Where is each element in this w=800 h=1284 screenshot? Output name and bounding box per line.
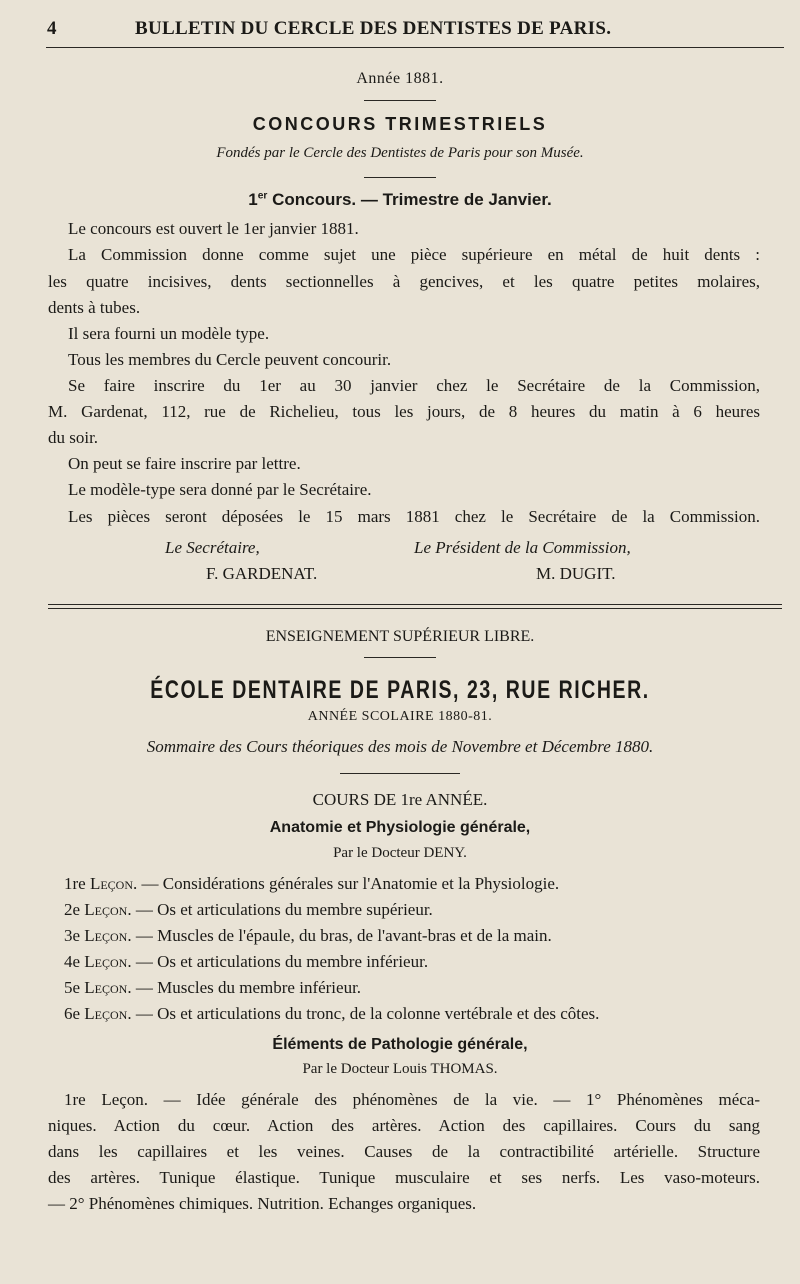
lecon-1: 1re Leçon. — Considérations générales sur l'Anatomie et la Physiologie. bbox=[64, 874, 560, 893]
concours-line: On peut se faire inscrire par lettre. bbox=[68, 454, 301, 473]
anatomie-title: Anatomie et Physiologie générale, bbox=[269, 819, 531, 836]
patho-line: niques. Action du cœur. Action des artères. Action des capillaires. Cours du sang bbox=[48, 1116, 760, 1135]
concours-year: Année 1881. bbox=[356, 70, 444, 87]
cours-title: COURS DE 1re ANNÉE. bbox=[312, 790, 488, 809]
lecon-4: 4e Leçon. — Os et articulations du membre inférieur. bbox=[64, 952, 429, 971]
ecole-annee: ANNÉE SCOLAIRE 1880-81. bbox=[307, 709, 493, 724]
concours-line: Se faire inscrire du 1er au 30 janvier chez le Secrétaire de la Commission, bbox=[68, 376, 760, 395]
signature-right-title: Le Président de la Commission, bbox=[414, 538, 631, 557]
running-title: BULLETIN DU CERCLE DES DENTISTES DE PARIS. bbox=[135, 18, 612, 39]
concours-line: M. Gardenat, 112, rue de Richelieu, tous les jours, de 8 heures du matin à 6 heures bbox=[48, 402, 760, 421]
concours-title: CONCOURS TRIMESTRIELS bbox=[252, 114, 548, 134]
concours-subtitle: Fondés par le Cercle des Dentistes de Paris pour son Musée. bbox=[216, 145, 584, 161]
page-number: 4 bbox=[47, 18, 57, 39]
anatomie-author: Par le Docteur DENY. bbox=[333, 845, 467, 861]
patho-line: 1re Leçon. — Idée générale des phénomènes de la vie. — 1° Phénomènes méca- bbox=[64, 1090, 760, 1109]
signature-left-title: Le Secrétaire, bbox=[165, 538, 260, 557]
short-rule bbox=[364, 100, 436, 101]
patho-title: Éléments de Pathologie générale, bbox=[272, 1036, 528, 1053]
signature-left-name: F. GARDENAT. bbox=[206, 564, 318, 583]
lecon-3: 3e Leçon. — Muscles de l'épaule, du bras, de l'avant-bras et de la main. bbox=[64, 926, 552, 945]
lecon-5: 5e Leçon. — Muscles du membre inférieur. bbox=[64, 978, 362, 997]
lecon-2: 2e Leçon. — Os et articulations du membre supérieur. bbox=[64, 900, 433, 919]
signature-right-name: M. DUGIT. bbox=[536, 564, 616, 583]
ecole-section: ENSEIGNEMENT SUPÉRIEUR LIBRE. bbox=[265, 628, 535, 645]
concours-line: Il sera fourni un modèle type. bbox=[68, 324, 270, 343]
lecon-6: 6e Leçon. — Os et articulations du tronc, de la colonne vertébrale et des côtes. bbox=[64, 1004, 600, 1023]
patho-line: — 2° Phénomènes chimiques. Nutrition. Echanges organiques. bbox=[48, 1194, 477, 1213]
short-rule bbox=[364, 657, 436, 658]
ecole-title: ÉCOLE DENTAIRE DE PARIS, 23, RUE RICHER. bbox=[150, 676, 650, 704]
concours-line: les quatre incisives, dents sectionnelles à gencives, et les quatre petites molaires, bbox=[48, 272, 760, 291]
patho-author: Par le Docteur Louis THOMAS. bbox=[302, 1061, 498, 1077]
double-rule bbox=[48, 604, 782, 609]
concours-line: Tous les membres du Cercle peuvent concourir. bbox=[68, 350, 392, 369]
concours-line: Le concours est ouvert le 1er janvier 1881. bbox=[68, 219, 359, 238]
concours-line: Le modèle-type sera donné par le Secrétaire. bbox=[68, 480, 372, 499]
short-rule bbox=[364, 177, 436, 178]
concours-line: dents à tubes. bbox=[48, 298, 141, 317]
concours-line: Les pièces seront déposées le 15 mars 1881 chez le Secrétaire de la Commission. bbox=[68, 507, 760, 526]
concours-line: du soir. bbox=[48, 428, 99, 447]
patho-line: dans les capillaires et les veines. Causes de la contractibilité artérielle. Structure bbox=[48, 1142, 760, 1161]
header-rule bbox=[46, 47, 784, 48]
concours-line: La Commission donne comme sujet une pièce supérieure en métal de huit dents : bbox=[68, 245, 760, 264]
ecole-sommaire: Sommaire des Cours théoriques des mois de Novembre et Décembre 1880. bbox=[146, 737, 654, 756]
concours-heading: 1er Concours. — Trimestre de Janvier. bbox=[248, 190, 552, 209]
short-rule bbox=[340, 773, 460, 774]
patho-line: des artères. Tunique élastique. Tunique musculaire et ses nerfs. Les vaso-moteurs. bbox=[48, 1168, 760, 1187]
